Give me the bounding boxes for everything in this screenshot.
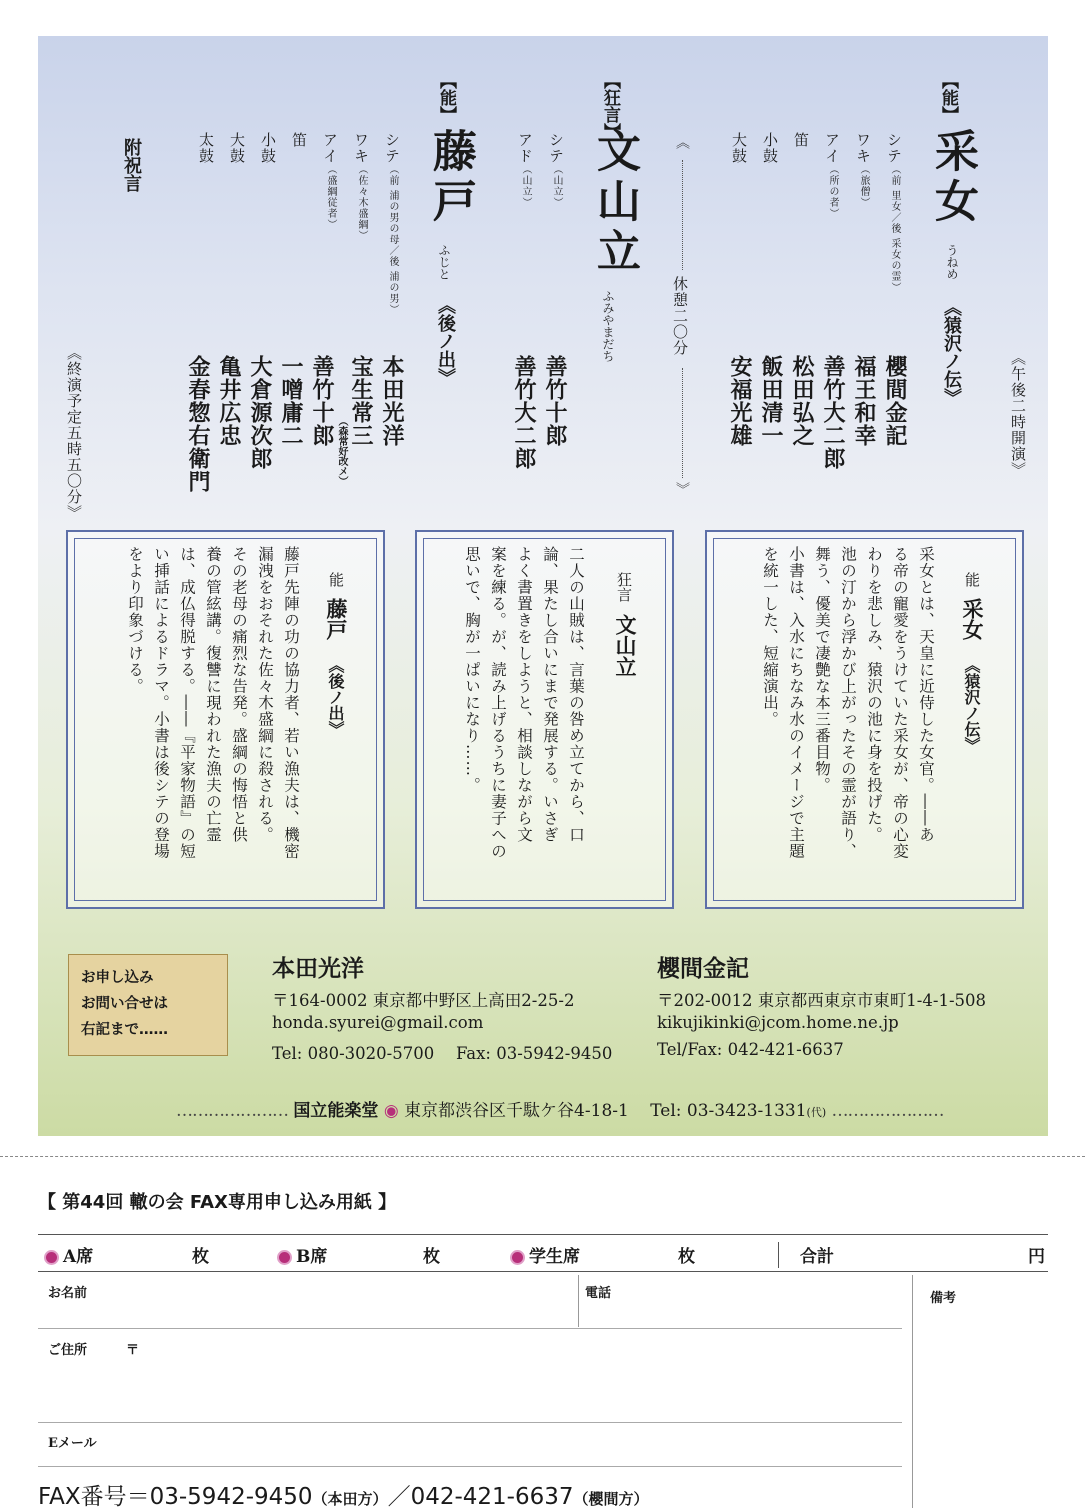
form-row-line (38, 1466, 902, 1467)
seat-student-unit: 枚 (678, 1247, 695, 1267)
seat-a-option[interactable]: A席 (44, 1242, 93, 1267)
desc-fumiyamadachi-line: 二人の山賊は、言葉の咎め立てから、口 (567, 546, 585, 843)
form-top-line (38, 1234, 1048, 1235)
intermission-dots-top (682, 160, 683, 270)
desc-fujito-line: は、成仏得脱する。――『平家物語』の短 (178, 546, 196, 860)
contact-name: 櫻間金記 (657, 955, 749, 982)
desc-uneme-line: 舞う、優美で凄艶な本三番目物。 (813, 546, 831, 794)
noh1-title: 采女 (927, 128, 978, 228)
seat-b-option[interactable]: B席 (277, 1242, 327, 1267)
noh2-cast-waki-note: （森常好改メ） (336, 416, 347, 486)
kyogen-tag: 【狂言】 (600, 72, 620, 140)
radio-icon (277, 1250, 292, 1265)
inquiry-line: お問い合せは (81, 996, 168, 1012)
noh1-role-shite: シテ（前 里女／後 采女の霊） (885, 132, 903, 294)
radio-icon (44, 1250, 59, 1265)
noh2-reading: ふじと (437, 244, 451, 280)
desc-fumiyamadachi-line: 思いで、胸が一ぱいになり……。 (463, 546, 481, 794)
form-row-line (38, 1422, 902, 1423)
noh2-role-waki: ワキ（佐々木盛綱） (352, 132, 370, 241)
contact-phone: Tel/Fax: 042-421-6637 (657, 1040, 844, 1059)
noh1-cast-ai: 善竹大二郎 (820, 355, 846, 470)
noh2-cast-kotsuzumi: 大倉源次郎 (247, 355, 273, 470)
inquiry-box (68, 954, 228, 1056)
desc-fumiyamadachi-title: 文山立 (613, 614, 638, 677)
yen-label: 円 (1028, 1247, 1045, 1267)
seat-b-unit: 枚 (423, 1247, 440, 1267)
intermission-dots-bottom (682, 368, 683, 478)
desc-uneme-line: る帝の寵愛をうけていた采女が、帝の心変 (891, 546, 909, 860)
desc-fujito-line: をより印象づける。 (126, 546, 144, 695)
noh1-role-waki: ワキ（旅僧） (854, 132, 872, 208)
noh2-role-fue: 笛 (290, 132, 308, 148)
desc-fumiyamadachi-line: 案を練る。が、読み上げるうちに妻子への (489, 546, 507, 860)
fax-number: FAX番号＝03-5942-9450（本田方）／042-421-6637（櫻間方） (38, 1484, 649, 1510)
desc-box-uneme (705, 530, 1024, 909)
noh2-cast-otsuzumi: 亀井広忠 (216, 355, 242, 447)
desc-fujito-line: 養の管絃講。復讐に現われた漁夫の亡霊 (204, 546, 222, 843)
noh1-role-ai: アイ（所の者） (823, 132, 841, 219)
radio-icon (510, 1250, 525, 1265)
desc-fujito-line: その老母の痛烈な告発。盛綱の悔悟と供 (230, 546, 248, 843)
seat-student-option[interactable]: 学生席 (510, 1242, 580, 1267)
noh2-cast-waki: 宝生常三 (348, 355, 374, 447)
contact-name: 本田光洋 (272, 955, 364, 982)
intermission-close: 》 (674, 482, 690, 496)
noh2-role-otsuzumi: 大鼓 (228, 132, 246, 164)
noh2-role-kotsuzumi: 小鼓 (259, 132, 277, 164)
noh1-tag: 【能】 (938, 72, 958, 123)
desc-box-fujito (66, 530, 385, 909)
noh2-role-ai: アイ（盛綱従者） (321, 132, 339, 230)
desc-fujito-line: 藤戸先陣の功の協力者、若い漁夫は、機密 (282, 546, 300, 860)
inquiry-line: 右記まで…… (81, 1022, 168, 1038)
noh2-title: 藤戸 (425, 128, 476, 228)
kyogen-cast-ado: 善竹大二郎 (511, 355, 537, 470)
notes-label: 備考 (930, 1291, 957, 1306)
start-time: 《午後二時開演》 (1009, 350, 1027, 478)
venue-phone: Tel: 03-3423-1331 (650, 1101, 807, 1121)
intermission-open: 《 (674, 135, 690, 149)
kyogen-reading: ふみやまだち (601, 290, 615, 362)
noh1-role-kotsuzumi: 小鼓 (761, 132, 779, 164)
desc-uneme-variant: 《猿沢ノ伝》 (962, 657, 981, 753)
fushukugen: 附祝言 (121, 138, 142, 192)
noh2-role-shite: シテ（前 浦の男の母／後 浦の男） (383, 132, 401, 316)
noh1-reading: うねめ (945, 244, 959, 280)
noh1-cast-shite: 櫻間金記 (882, 355, 908, 447)
desc-fumiyamadachi-type: 狂言 (615, 572, 633, 602)
kyogen-role-ado: アド（山立） (516, 132, 534, 208)
desc-fujito-type: 能 (327, 572, 345, 587)
form-row-line (38, 1328, 902, 1329)
desc-fumiyamadachi-line: 論、果たし合いにまで発展する。いさぎ (541, 546, 559, 843)
kyogen-title: 文山立 (589, 128, 640, 278)
noh1-role-otsuzumi: 大鼓 (730, 132, 748, 164)
venue-line: ………………… 国立能楽堂 ◉ 東京都渋谷区千駄ケ谷4-18-1 Tel: 03-3423-1331(代) ………………… (176, 1101, 944, 1121)
contact-address: 〒202-0012 東京都西東京市東町1-4-1-508 (657, 991, 987, 1010)
desc-fujito-variant: 《後ノ出》 (326, 657, 345, 737)
desc-uneme-line: わりを悲しみ、猿沢の池に身を投げた。 (865, 546, 883, 843)
venue-bullet-icon: ◉ (383, 1101, 399, 1121)
contact-address: 〒164-0002 東京都中野区上高田2-25-2 (272, 991, 575, 1010)
intermission: 休憩二〇分 (671, 276, 689, 356)
desc-uneme-line: を統一した、短縮演出。 (761, 546, 779, 728)
postal-mark: 〒 (126, 1343, 140, 1358)
desc-fujito-title: 藤戸 (324, 598, 349, 640)
noh1-cast-fue: 松田弘之 (789, 355, 815, 447)
desc-fujito-line: い挿話によるドラマ。小書は後シテの登場 (152, 546, 170, 860)
email-label: Eメール (48, 1436, 97, 1451)
noh1-variant: 《猿沢ノ伝》 (941, 298, 962, 406)
form-row-line (38, 1271, 1048, 1272)
desc-uneme-type: 能 (963, 572, 981, 587)
venue-name: 国立能楽堂 (293, 1101, 379, 1121)
notes-divider (912, 1275, 913, 1508)
desc-fumiyamadachi-line: よく書置きをしようと、相談しながら文 (515, 546, 533, 843)
end-time: 《終演予定五時五〇分》 (65, 345, 83, 521)
kyogen-cast-shite: 善竹十郎 (542, 355, 568, 447)
desc-uneme-line: 采女とは、天皇に近侍した女官。――あ (917, 546, 935, 843)
noh2-cast-ai: 善竹十郎 (309, 355, 335, 447)
desc-uneme-line: 小書は、入水にちなみ水のイメージで主題 (787, 546, 805, 860)
noh2-cast-shite: 本田光洋 (379, 355, 405, 447)
contact-email[interactable]: honda.syurei@gmail.com (272, 1013, 484, 1032)
inquiry-line: お申し込み (81, 970, 154, 986)
venue-phone-note: (代) (806, 1106, 827, 1119)
noh1-role-fue: 笛 (792, 132, 810, 148)
phone-divider (578, 1275, 579, 1327)
address-label: ご住所 (48, 1343, 88, 1358)
form-title: 【 第44回 轍の会 FAX専用申し込み用紙 】 (38, 1192, 397, 1213)
contact-phone: Tel: 080-3020-5700 Fax: 03-5942-9450 (272, 1044, 613, 1063)
phone-label: 電話 (585, 1286, 612, 1301)
name-label: お名前 (48, 1286, 88, 1301)
cut-line (0, 1156, 1085, 1157)
desc-uneme-line: 池の汀から浮かび上がったその霊が語り、 (839, 546, 857, 860)
seat-a-unit: 枚 (192, 1247, 209, 1267)
noh2-tag: 【能】 (436, 72, 456, 123)
noh1-cast-kotsuzumi: 飯田清一 (758, 355, 784, 447)
noh2-role-taiko: 太鼓 (197, 132, 215, 164)
desc-uneme-title: 采女 (960, 598, 985, 640)
noh1-cast-waki: 福王和幸 (851, 355, 877, 447)
total-label: 合計 (800, 1247, 834, 1267)
contact-email[interactable]: kikujikinki@jcom.home.ne.jp (657, 1013, 899, 1032)
desc-box-fumiyamadachi (415, 530, 674, 909)
noh2-variant: 《後ノ出》 (435, 296, 456, 386)
desc-fujito-line: 漏洩をおそれた佐々木盛綱に殺される。 (256, 546, 274, 843)
venue-address: 東京都渋谷区千駄ケ谷4-18-1 (404, 1101, 629, 1121)
noh1-cast-otsuzumi: 安福光雄 (727, 355, 753, 447)
kyogen-role-shite: シテ（山立） (547, 132, 565, 208)
total-divider (778, 1242, 779, 1268)
noh2-cast-fue: 一噌庸二 (278, 355, 304, 447)
noh2-cast-taiko: 金春惣右衛門 (185, 355, 211, 493)
